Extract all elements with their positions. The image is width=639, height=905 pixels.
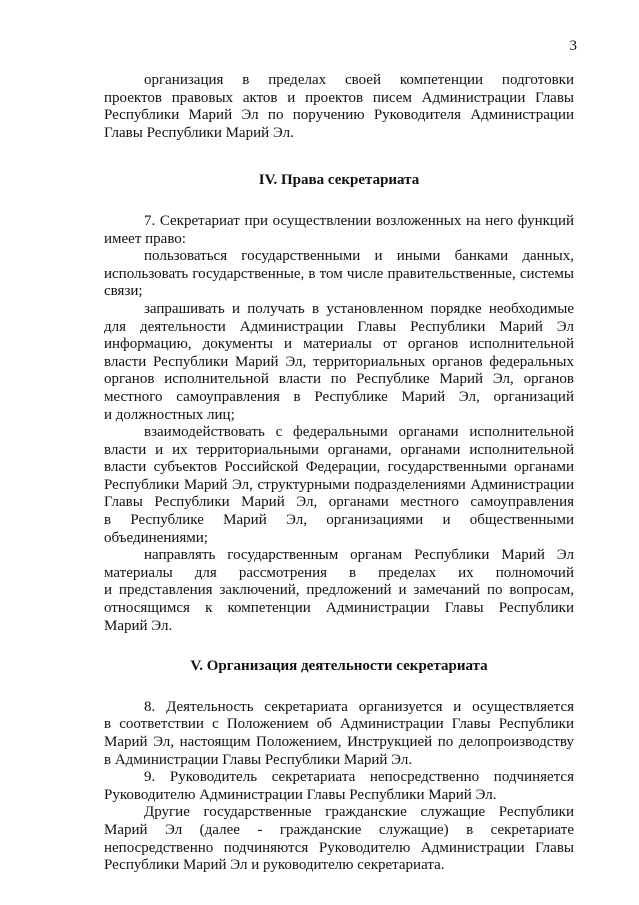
text-line: Республики Марий Эл и руководителю секретариата. bbox=[104, 857, 445, 874]
text-line: органов исполнительной власти по Республике Марий Эл, органов bbox=[104, 371, 574, 388]
document-body bbox=[104, 72, 574, 875]
text-line: пользоваться государственными и иными банками данных, bbox=[144, 248, 574, 265]
text-line: Другие государственные гражданские служащие Республики bbox=[144, 804, 574, 821]
text-line: для деятельности Администрации Главы Республики Марий Эл bbox=[104, 318, 574, 335]
text-line: Главы Республики Марий Эл. bbox=[104, 124, 294, 141]
text-line: запрашивать и получать в установленном порядке необходимые bbox=[144, 300, 574, 317]
text-line: Главы Республики Марий Эл, органами местного самоуправления bbox=[104, 494, 574, 511]
text-line: имеет право: bbox=[104, 230, 186, 247]
paragraph-other-servants bbox=[104, 804, 574, 874]
paragraph-8 bbox=[104, 699, 574, 769]
text-line: Республики Марий Эл, структурными подразделениями Администрации bbox=[104, 476, 574, 493]
text-line: 9. Руководитель секретариата непосредственно подчиняется bbox=[144, 769, 574, 786]
text-line: непосредственно подчиняются Руководителю Администрации Главы bbox=[104, 839, 574, 856]
text-line: Марий Эл. bbox=[104, 617, 173, 634]
text-line: Марий Эл (далее - гражданские служащие) в секретариате bbox=[104, 821, 574, 838]
text-line: проектов правовых актов и проектов писем Администрации Главы bbox=[104, 89, 574, 106]
text-line: использовать государственные, в том числе правительственные, системы bbox=[104, 265, 574, 282]
text-line: информацию, документы и материалы от органов исполнительной bbox=[104, 336, 574, 353]
text-line: и представления заключений, предложений и замечаний по вопросам, bbox=[104, 582, 574, 599]
text-line: власти субъектов Российской Федерации, государственными органами bbox=[104, 459, 574, 476]
text-line: объединениями; bbox=[104, 529, 208, 546]
paragraph-9 bbox=[104, 769, 574, 804]
text-line: организация в пределах своей компетенции подготовки bbox=[144, 72, 574, 88]
text-line: власти Республики Марий Эл, территориальных органов федеральных bbox=[104, 353, 574, 370]
text-line: 8. Деятельность секретариата организуется и осуществляется bbox=[144, 698, 574, 715]
text-line: Руководителю Администрации Главы Республики Марий Эл. bbox=[104, 786, 497, 803]
text-line: материалы для рассмотрения в пределах их полномочий bbox=[104, 564, 574, 581]
text-line: в Республике Марий Эл, организациями и общественными bbox=[104, 512, 574, 529]
section-heading-iv: IV. Права секретариата bbox=[258, 172, 420, 189]
text-line: в соответствии с Положением об Администрации Главы Республики bbox=[104, 716, 574, 733]
text-line: Республики Марий Эл по поручению Руководителя Администрации bbox=[104, 107, 574, 124]
text-line: местного самоуправления в Республике Марий Эл, организаций bbox=[104, 388, 574, 405]
text-line: власти и их территориальными органами, органами исполнительной bbox=[104, 441, 574, 458]
text-line: взаимодействовать с федеральными органами исполнительной bbox=[144, 424, 574, 441]
page-number: 3 bbox=[569, 38, 577, 54]
text-line: направлять государственным органам Республики Марий Эл bbox=[144, 547, 574, 564]
right-request-information bbox=[104, 301, 574, 424]
text-line: 7. Секретариат при осуществлении возложенных на него функций bbox=[144, 212, 574, 229]
text-line: в Администрации Главы Республики Марий Эл. bbox=[104, 751, 413, 768]
text-line: и должностных лиц; bbox=[104, 406, 235, 423]
text-line: связи; bbox=[104, 283, 143, 300]
section-heading-v: V. Организация деятельности секретариата bbox=[190, 658, 488, 675]
paragraph-7 bbox=[104, 213, 574, 248]
text-line: Марий Эл, настоящим Положением, Инструкцией по делопроизводству bbox=[104, 734, 574, 750]
right-interact bbox=[104, 424, 574, 547]
right-use-databases bbox=[104, 248, 574, 301]
right-send-materials bbox=[104, 547, 574, 635]
text-line: относящимся к компетенции Администрации Главы Республики bbox=[104, 600, 574, 617]
intro-paragraph bbox=[104, 72, 574, 142]
